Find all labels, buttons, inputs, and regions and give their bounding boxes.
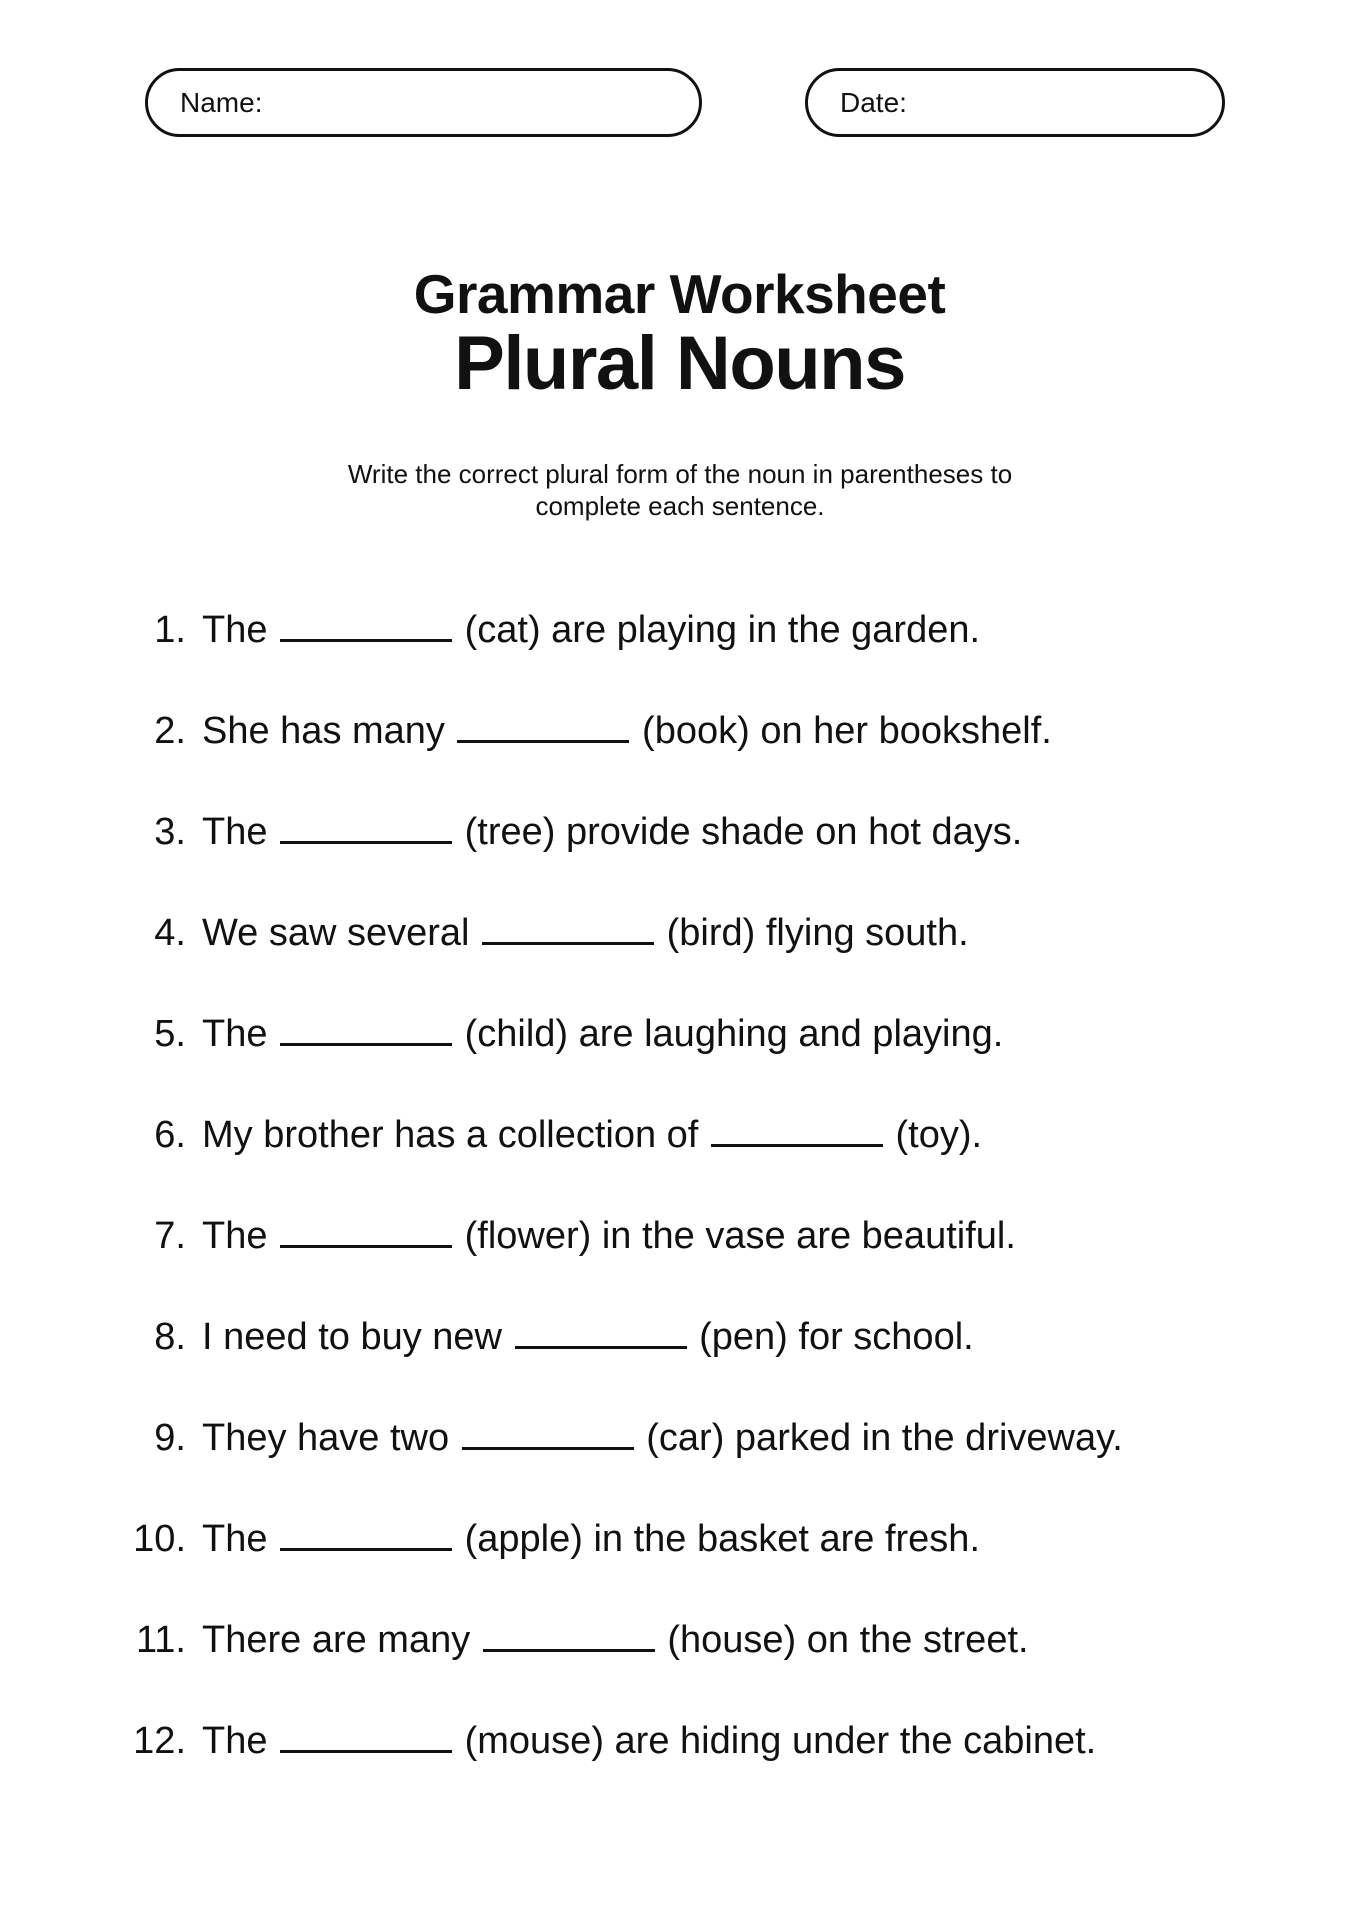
question-number: 3. — [154, 811, 186, 853]
question-number: 6. — [154, 1114, 186, 1156]
instructions — [260, 458, 1100, 522]
question-number: 12. — [133, 1720, 186, 1762]
answer-blank[interactable] — [457, 702, 629, 743]
question-text — [202, 1003, 1003, 1065]
answer-blank[interactable] — [280, 1207, 452, 1248]
question-number: 4. — [154, 912, 186, 954]
question-number: 7. — [154, 1215, 186, 1257]
name-label: Name: — [180, 86, 263, 118]
name-field[interactable] — [145, 68, 702, 137]
question-text-after: (bird) flying south. — [666, 912, 969, 954]
answer-blank[interactable] — [280, 1712, 452, 1753]
question-number: 1. — [154, 609, 186, 651]
answer-blank[interactable] — [280, 1510, 452, 1551]
question-text-before: They have two — [202, 1417, 450, 1459]
question-text-after: (flower) in the vase are beautiful. — [464, 1215, 1016, 1257]
question-number: 5. — [154, 1013, 186, 1055]
question-text-before: The — [202, 1215, 268, 1257]
answer-blank[interactable] — [483, 1611, 655, 1652]
instructions-line-2: complete each sentence. — [535, 491, 825, 521]
question-text — [202, 1306, 974, 1368]
question-text-after: (book) on her bookshelf. — [642, 710, 1052, 752]
question-text-before: The — [202, 1013, 268, 1055]
question-item — [0, 1306, 1359, 1407]
question-text — [202, 1609, 1029, 1671]
date-input[interactable] — [915, 80, 1254, 126]
question-text — [202, 801, 1022, 863]
date-field[interactable] — [805, 68, 1225, 137]
date-label: Date: — [840, 86, 907, 118]
question-text-before: I need to buy new — [202, 1316, 502, 1358]
question-text-after: (apple) in the basket are fresh. — [464, 1518, 981, 1560]
question-text — [202, 1205, 1016, 1267]
question-number: 2. — [154, 710, 186, 752]
question-item — [0, 1003, 1359, 1104]
question-text-after: (child) are laughing and playing. — [464, 1013, 1004, 1055]
question-item — [0, 700, 1359, 801]
question-text-before: We saw several — [202, 912, 470, 954]
question-number: 11. — [135, 1619, 186, 1661]
answer-blank[interactable] — [280, 1005, 452, 1046]
question-text-after: (tree) provide shade on hot days. — [464, 811, 1023, 853]
worksheet-title: Grammar Worksheet — [413, 263, 946, 325]
question-text — [202, 1104, 982, 1166]
question-item — [0, 801, 1359, 902]
question-text — [202, 1407, 1123, 1469]
question-item — [0, 1205, 1359, 1306]
question-text-before: The — [202, 1518, 268, 1560]
answer-blank[interactable] — [482, 904, 654, 945]
question-text-after: (mouse) are hiding under the cabinet. — [464, 1720, 1097, 1762]
question-text-after: (toy). — [895, 1114, 983, 1156]
worksheet-subtitle: Plural Nouns — [454, 321, 905, 406]
question-number: 8. — [154, 1316, 186, 1358]
question-list — [0, 599, 1359, 1811]
question-text-before: The — [202, 1720, 268, 1762]
question-item — [0, 1407, 1359, 1508]
question-number: 10. — [133, 1518, 186, 1560]
question-text — [202, 1508, 980, 1570]
question-text-after: (pen) for school. — [699, 1316, 974, 1358]
question-text-after: (house) on the street. — [667, 1619, 1029, 1661]
question-item — [0, 1710, 1359, 1811]
question-item — [0, 599, 1359, 700]
question-number: 9. — [154, 1417, 186, 1459]
question-text-before: My brother has a collection of — [202, 1114, 699, 1156]
question-text-before: The — [202, 609, 268, 651]
answer-blank[interactable] — [515, 1308, 687, 1349]
question-item — [0, 1609, 1359, 1710]
instructions-line-1: Write the correct plural form of the noun in parentheses to — [347, 459, 1013, 489]
question-text-after: (cat) are playing in the garden. — [464, 609, 981, 651]
answer-blank[interactable] — [280, 803, 452, 844]
question-item — [0, 902, 1359, 1003]
question-item — [0, 1104, 1359, 1205]
answer-blank[interactable] — [462, 1409, 634, 1450]
answer-blank[interactable] — [711, 1106, 883, 1147]
question-text — [202, 902, 969, 964]
question-text — [202, 599, 980, 661]
question-text-before: There are many — [202, 1619, 471, 1661]
question-text — [202, 1710, 1096, 1772]
question-text-before: The — [202, 811, 268, 853]
question-text-after: (car) parked in the driveway. — [646, 1417, 1123, 1459]
name-input[interactable] — [270, 80, 671, 126]
question-item — [0, 1508, 1359, 1609]
question-text-before: She has many — [202, 710, 445, 752]
question-text — [202, 700, 1052, 762]
answer-blank[interactable] — [280, 601, 452, 642]
